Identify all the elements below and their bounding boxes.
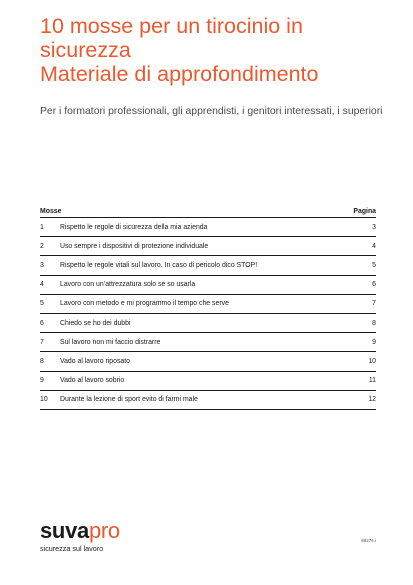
document-code: 88274.i: [361, 538, 376, 543]
toc-row-page: 10: [368, 357, 376, 365]
toc-row[interactable]: [40, 276, 376, 295]
toc-row[interactable]: [40, 295, 376, 314]
toc-row[interactable]: [40, 314, 376, 333]
toc-row-label: Uso sempre i dispositivi di protezione individuale: [60, 242, 209, 250]
toc-header-page: Pagina: [353, 208, 376, 215]
toc-row[interactable]: [40, 333, 376, 352]
table-of-contents: [40, 201, 376, 410]
logo-part-pro: pro: [88, 518, 120, 543]
toc-row-page: 7: [372, 300, 376, 308]
toc-row-label: Chiedo se ho dei dubbi: [60, 319, 131, 327]
toc-header-moves: Mosse: [40, 208, 62, 215]
toc-row-number: 9: [40, 377, 44, 385]
toc-row-label: Rispetto le regole di sicurezza della mia azienda: [60, 223, 208, 231]
toc-row-page: 12: [368, 396, 376, 404]
toc-row-number: 2: [40, 242, 44, 250]
toc-row-page: 8: [372, 319, 376, 327]
toc-row-page: 9: [372, 338, 376, 346]
toc-row-page: 11: [368, 377, 376, 385]
toc-header: [40, 201, 376, 218]
toc-row-page: 6: [372, 281, 376, 289]
logo-tagline: sicurezza sul lavoro: [40, 544, 104, 553]
toc-row-number: 3: [40, 261, 44, 269]
toc-row-number: 4: [40, 281, 44, 289]
toc-row[interactable]: [40, 237, 376, 256]
toc-row-number: 1: [40, 223, 44, 231]
toc-row-label: Lavoro con un’attrezzatura solo se so usarla: [60, 281, 196, 289]
toc-row-label: Durante la lezione di sport evito di farmi male: [60, 396, 198, 404]
toc-row-label: Vado al lavoro riposato: [60, 357, 130, 365]
toc-row-label: Rispetto le regole vitali sul lavoro. In caso di pericolo dico STOP!: [60, 261, 258, 269]
toc-row[interactable]: [40, 372, 376, 391]
document-title: [40, 14, 380, 86]
toc-row-page: 3: [372, 223, 376, 231]
toc-row[interactable]: [40, 391, 376, 410]
toc-row-label: Vado al lavoro sobrio: [60, 377, 125, 385]
toc-row-page: 5: [372, 261, 376, 269]
subtitle: Per i formatori professionali, gli apprendisti, i genitori interessati, i superiori: [40, 106, 383, 117]
toc-row-number: 8: [40, 357, 44, 365]
logo-wordmark: [40, 520, 120, 542]
toc-row-number: 10: [40, 396, 48, 404]
toc-row[interactable]: [40, 218, 376, 237]
toc-row-page: 4: [372, 242, 376, 250]
title-line: sicurezza: [40, 38, 131, 62]
toc-row-number: 5: [40, 300, 44, 308]
toc-row-label: Lavoro con metodo e mi programmo il tempo che serve: [60, 300, 229, 308]
toc-row-label: Sul lavoro non mi faccio distrarre: [60, 338, 161, 346]
title-line: Materiale di approfondimento: [40, 62, 319, 86]
toc-rows: [40, 218, 376, 410]
toc-row-number: 7: [40, 338, 44, 346]
toc-row[interactable]: [40, 352, 376, 371]
title-line: 10 mosse per un tirocinio in: [40, 14, 303, 38]
toc-row[interactable]: [40, 256, 376, 275]
toc-row-number: 6: [40, 319, 44, 327]
suvapro-logo: [40, 520, 120, 553]
logo-part-suva: suva: [40, 518, 89, 543]
